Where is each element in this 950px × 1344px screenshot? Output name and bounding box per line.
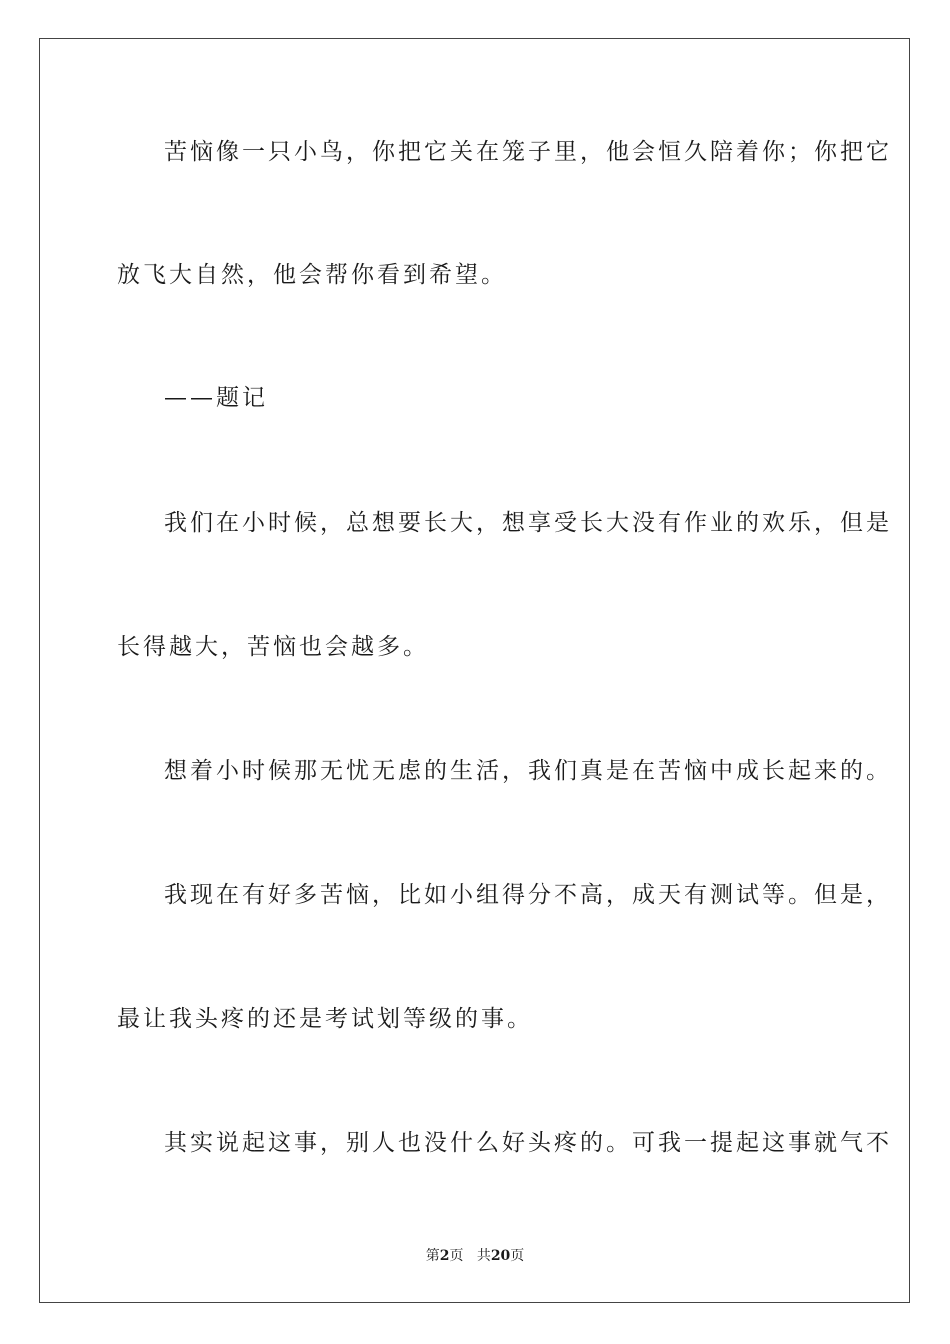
footer-page-total: 20 — [490, 1248, 511, 1264]
paragraph-line-6: 我现在有好多苦恼，比如小组得分不高，成天有测试等。但是， — [164, 882, 892, 908]
paragraph-line-2: 放飞大自然，他会帮你看到希望。 — [117, 262, 507, 288]
page-footer — [0, 1246, 950, 1266]
paragraph-line-7: 最让我头疼的还是考试划等级的事。 — [117, 1006, 533, 1032]
footer-page-unit: 页 — [449, 1248, 464, 1264]
footer-total-prefix: 共 — [476, 1248, 491, 1264]
page-border — [39, 38, 910, 1303]
paragraph-line-8: 其实说起这事，别人也没什么好头疼的。可我一提起这事就气不 — [164, 1130, 892, 1156]
footer-page-current: 2 — [439, 1248, 450, 1264]
epigraph-attribution: ——题记 — [164, 385, 268, 411]
paragraph-line-1: 苦恼像一只小鸟，你把它关在笼子里，他会恒久陪着你；你把它 — [164, 139, 892, 165]
paragraph-line-4: 长得越大，苦恼也会越多。 — [117, 634, 429, 660]
footer-total-unit: 页 — [510, 1248, 525, 1264]
paragraph-line-3: 我们在小时候，总想要长大，想享受长大没有作业的欢乐，但是 — [164, 510, 892, 536]
footer-page-prefix: 第 — [425, 1248, 440, 1264]
paragraph-line-5: 想着小时候那无忧无虑的生活，我们真是在苦恼中成长起来的。 — [164, 758, 892, 784]
